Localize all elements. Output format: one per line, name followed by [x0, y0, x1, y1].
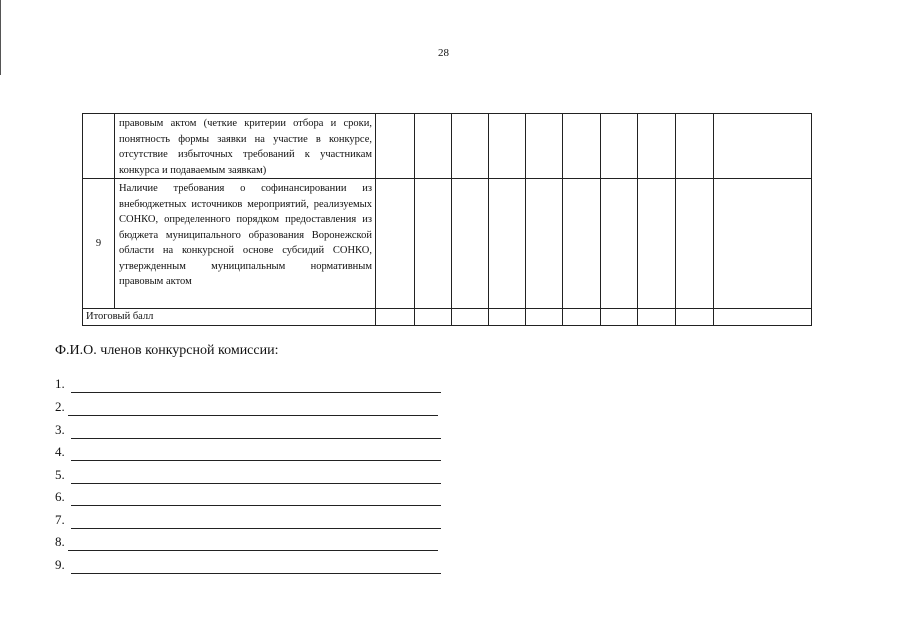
score-cell[interactable]: [714, 179, 812, 309]
score-cell[interactable]: [563, 179, 601, 309]
score-cell[interactable]: [526, 114, 563, 179]
signature-line-1[interactable]: [55, 375, 441, 393]
row-number-cell: 9: [83, 179, 115, 309]
page-left-edge: [0, 0, 1, 75]
signature-number: 2.: [55, 399, 65, 414]
signature-line-3[interactable]: [55, 421, 441, 439]
signature-line-8[interactable]: [55, 533, 438, 551]
total-cell[interactable]: [415, 309, 452, 326]
signature-number: 1.: [55, 376, 65, 391]
signature-line-7[interactable]: [55, 511, 441, 529]
total-cell[interactable]: [563, 309, 601, 326]
signature-number: 7.: [55, 512, 65, 527]
score-cell[interactable]: [638, 179, 676, 309]
signature-number: 9.: [55, 557, 65, 572]
page-number: 28: [438, 47, 449, 59]
score-cell[interactable]: [638, 114, 676, 179]
total-cell[interactable]: [376, 309, 415, 326]
signature-line-2[interactable]: [55, 398, 438, 416]
total-cell[interactable]: [676, 309, 714, 326]
signature-line-5[interactable]: [55, 466, 441, 484]
table-row-9: [83, 179, 812, 309]
score-cell[interactable]: [489, 179, 526, 309]
score-cell[interactable]: [714, 114, 812, 179]
commission-title: Ф.И.О. членов конкурсной комиссии:: [55, 343, 279, 358]
criterion-cell: правовым актом (четкие критерии отбора и сроки, понятность формы заявки на участие в конкурсе, отсутствие избыточных требований к участникам конкурса и подаваемым заявкам): [115, 114, 376, 179]
score-cell[interactable]: [601, 179, 638, 309]
score-cell[interactable]: [676, 114, 714, 179]
total-cell[interactable]: [526, 309, 563, 326]
total-cell[interactable]: [714, 309, 812, 326]
score-cell[interactable]: [601, 114, 638, 179]
signature-number: 4.: [55, 444, 65, 459]
signature-line-4[interactable]: [55, 443, 441, 461]
signature-number: 8.: [55, 534, 65, 549]
total-cell[interactable]: [601, 309, 638, 326]
signature-line-9[interactable]: [55, 556, 441, 574]
score-cell[interactable]: [452, 179, 489, 309]
score-cell[interactable]: [563, 114, 601, 179]
signature-number: 5.: [55, 467, 65, 482]
evaluation-table: [82, 113, 812, 326]
total-cell[interactable]: [638, 309, 676, 326]
criterion-cell: Наличие требования о софинансировании из внебюджетных источников мероприятий, реализуемых СОНКО, определенного порядком предоставления из бюджета муниципального образования Воронежской области на конкурсной основе субсидий СОНКО, утвержденным муниципальным нормативным правовым актом: [115, 179, 376, 309]
row-number-cell: [83, 114, 115, 179]
score-cell[interactable]: [376, 179, 415, 309]
signature-number: 3.: [55, 422, 65, 437]
score-cell[interactable]: [415, 114, 452, 179]
total-cell[interactable]: [489, 309, 526, 326]
score-cell[interactable]: [526, 179, 563, 309]
score-cell[interactable]: [676, 179, 714, 309]
signature-line-6[interactable]: [55, 488, 441, 506]
score-cell[interactable]: [415, 179, 452, 309]
table-row-continued: [83, 114, 812, 179]
score-cell[interactable]: [452, 114, 489, 179]
score-cell[interactable]: [376, 114, 415, 179]
score-cell[interactable]: [489, 114, 526, 179]
total-cell[interactable]: [452, 309, 489, 326]
table-row-total: [83, 309, 812, 326]
signature-number: 6.: [55, 489, 65, 504]
total-score-label: Итоговый балл: [83, 309, 376, 326]
